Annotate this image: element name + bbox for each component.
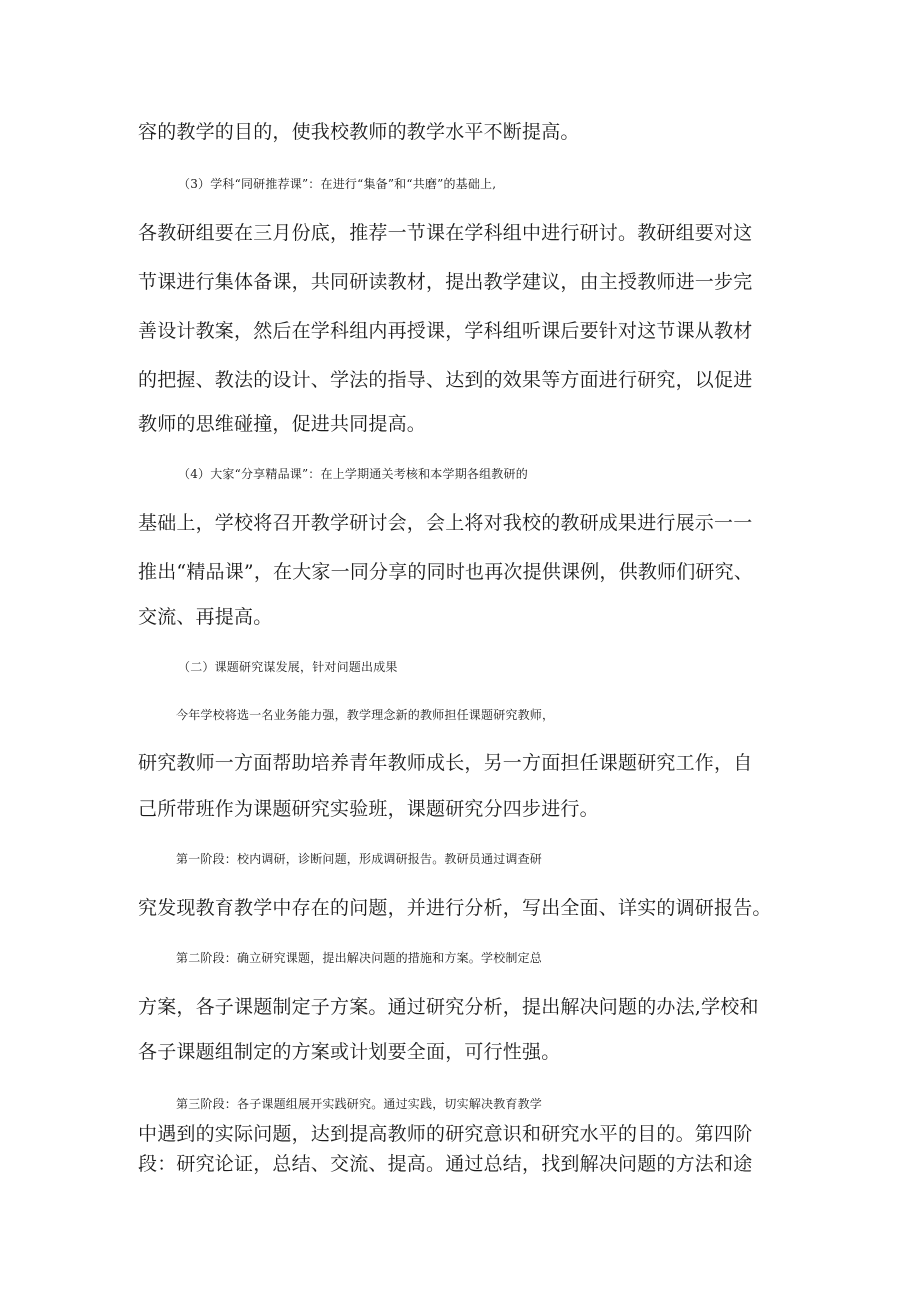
- text-line: 第一阶段：校内调研，诊断问题，形成调研报告。教研员通过调查研: [176, 852, 543, 866]
- text-line: 段：研究论证，总结、交流、提高。通过总结，找到解决问题的方法和途: [138, 1153, 753, 1175]
- text-line: 各教研组要在三月份底，推荐一节课在学科组中进行研讨。教研组要对这: [138, 222, 753, 244]
- text-line: （3）学科“同研推荐课”：在进行“集备”和“共磨”的基础上,: [178, 177, 497, 191]
- text-line: 推出“精品课”，在大家一同分享的同时也再次提供课例，供教师们研究、: [138, 561, 754, 583]
- text-line: （4）大家“分享精品课”：在上学期通关考核和本学期各组教研的: [178, 467, 528, 481]
- text-line: 交流、再提高。: [138, 606, 273, 628]
- text-line: 己所带班作为课题研究实验班，课题研究分四步进行。: [138, 798, 599, 820]
- text-line: 究发现教育教学中存在的问题，并进行分析，写出全面、详实的调研报告。: [138, 897, 772, 919]
- text-line: 各子课题组制定的方案或计划要全面，可行性强。: [138, 1041, 561, 1063]
- section-heading: （二）课题研究谋发展，针对问题出成果: [178, 660, 398, 674]
- text-line: 中遇到的实际问题，达到提高教师的研究意识和研究水平的目的。第四阶: [138, 1123, 753, 1145]
- text-line: 方案，各子课题制定子方案。通过研究分析，提出解决问题的办法,学校和: [138, 996, 759, 1018]
- text-line: 善设计教案，然后在学科组内再授课，学科组听课后要针对这节课从教材: [138, 320, 753, 342]
- text-line: 节课进行集体备课，共同研读教材，提出教学建议，由主授教师进一步完: [138, 271, 753, 293]
- text-line: 的把握、教法的设计、学法的指导、达到的效果等方面进行研究，以促进: [138, 369, 753, 391]
- text-line: 今年学校将选一名业务能力强，教学理念新的教师担任课题研究教师，: [176, 708, 555, 722]
- text-line: 研究教师一方面帮助培养青年教师成长，另一方面担任课题研究工作，自: [138, 752, 753, 774]
- text-line: 第二阶段：确立研究课题，提出解决问题的措施和方案。学校制定总: [176, 951, 543, 965]
- text-line: 容的教学的目的，使我校教师的教学水平不断提高。: [138, 121, 580, 143]
- text-line: 基础上，学校将召开教学研讨会，会上将对我校的教研成果进行展示一一: [138, 512, 753, 534]
- text-line: 第三阶段：各子课题组展开实践研究。通过实践，切实解决教育教学: [176, 1097, 543, 1111]
- text-line: 教师的思维碰撞，促进共同提高。: [138, 413, 427, 435]
